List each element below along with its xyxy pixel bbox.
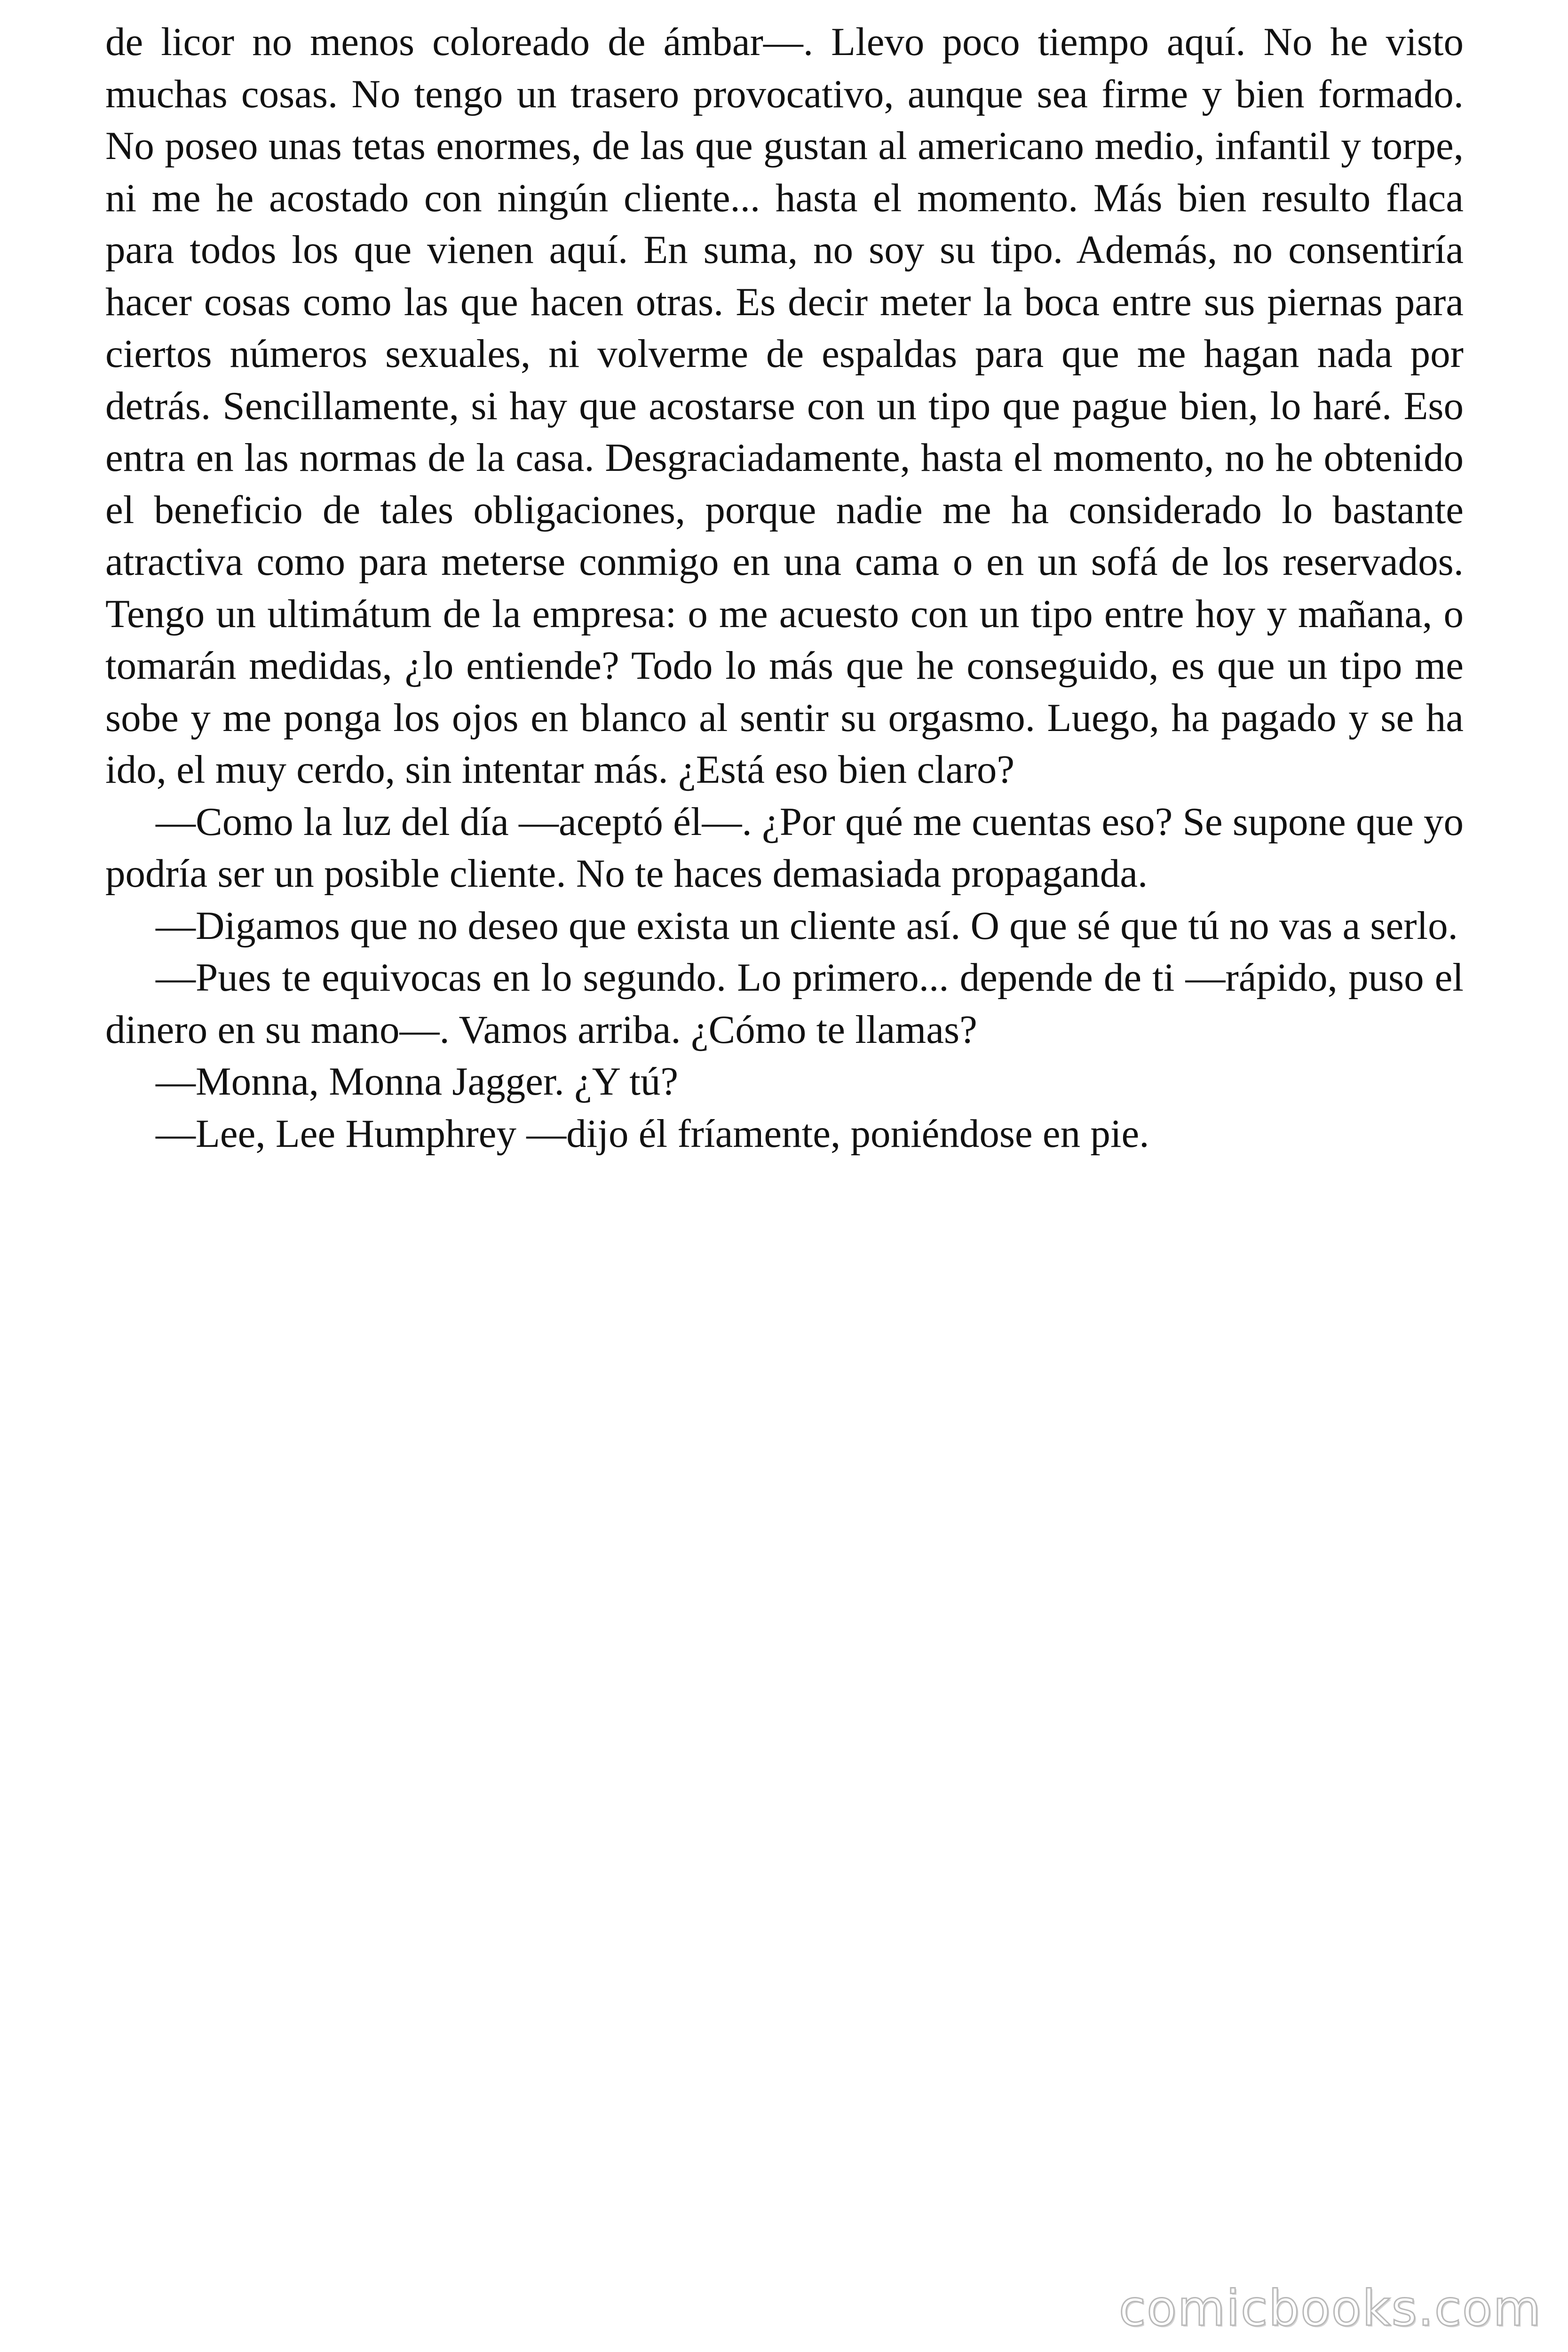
paragraph-5: —Monna, Monna Jagger. ¿Y tú? bbox=[156, 1059, 679, 1104]
paragraph-4: —Pues te equivocas en lo segundo. Lo primero... depende de ti —rápido, puso el dinero en su mano—. Vamos arriba. ¿Cómo te llamas? bbox=[105, 955, 1464, 1052]
paragraph-2: —Como la luz del día —aceptó él—. ¿Por qué me cuentas eso? Se supone que yo podría ser un posible cliente. No te haces demasiada propaganda. bbox=[105, 799, 1464, 896]
body-text bbox=[105, 16, 1464, 1160]
paragraph-1: de licor no menos coloreado de ámbar—. Llevo poco tiempo aquí. No he visto muchas cosas. No tengo un trasero provocativo, aunque sea firme y bien formado. No poseo unas tetas enormes, de las que gustan al americano medio, infantil y torpe, ni me he acostado con ningún cliente... hasta el momento. Más bien resulto flaca para todos los que vienen aquí. En suma, no soy su tipo. Además, no consentiría hacer cosas como las que hacen otras. Es decir meter la boca entre sus piernas para ciertos números sexuales, ni volverme de espaldas para que me hagan nada por detrás. Sencillamente, si hay que acostarse con un tipo que pague bien, lo haré. Eso entra en las normas de la casa. Desgraciadamente, hasta el momento, no he obtenido el beneficio de tales obligaciones, porque nadie me ha considerado lo bastante atractiva como para meterse conmigo en una cama o en un sofá de los reservados. Tengo un ultimátum de la empresa: o me acuesto con un tipo entre hoy y mañana, o tomarán medidas, ¿lo entiende? Todo lo más que he conseguido, es que un tipo me sobe y me ponga los ojos en blanco al sentir su orgasmo. Luego, ha pagado y se ha ido, el muy cerdo, sin intentar más. ¿Está eso bien claro? bbox=[105, 20, 1464, 792]
paragraph-6: —Lee, Lee Humphrey —dijo él fríamente, poniéndose en pie. bbox=[156, 1111, 1149, 1156]
paragraph-3: —Digamos que no deseo que exista un cliente así. O que sé que tú no vas a serlo. bbox=[156, 903, 1458, 948]
watermark: comicbooks.com bbox=[1118, 2280, 1542, 2337]
